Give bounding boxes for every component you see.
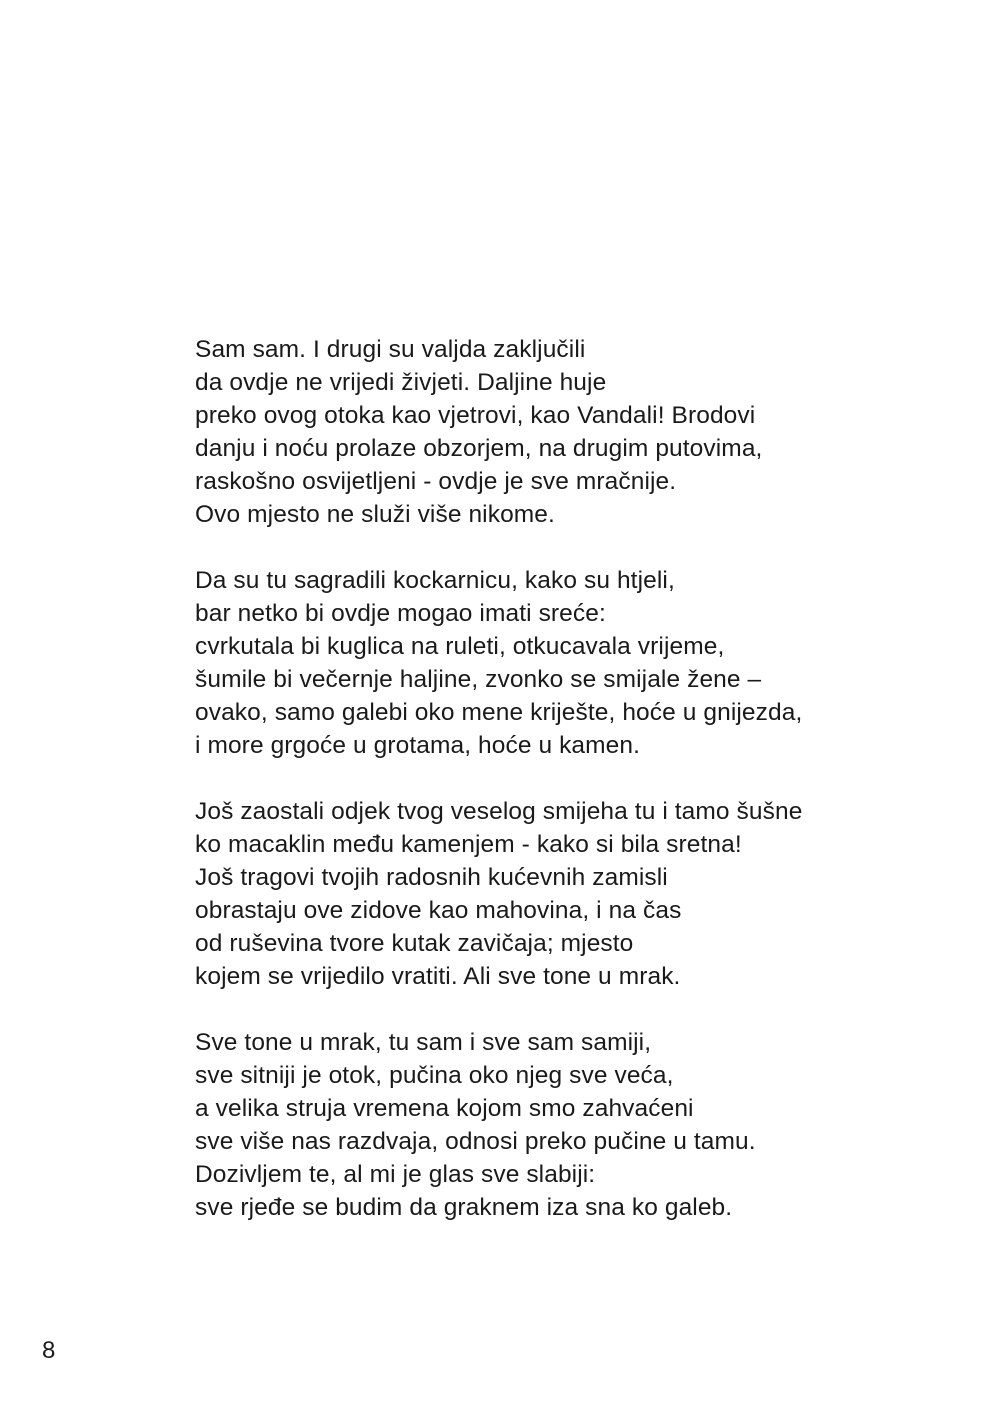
poem-line: danju i noću prolaze obzorjem, na drugim putovima, — [195, 435, 763, 462]
poem-line: Još tragovi tvojih radosnih kućevnih zamisli — [195, 864, 668, 891]
poem-line: šumile bi večernje haljine, zvonko se smijale žene – — [195, 666, 762, 693]
page-number: 8 — [42, 1337, 56, 1364]
poem-line: Dozivljem te, al mi je glas sve slabiji: — [195, 1161, 596, 1188]
poem-line: kojem se vrijedilo vratiti. Ali sve tone u mrak. — [195, 963, 681, 990]
poem-line: Da su tu sagradili kockarnicu, kako su htjeli, — [195, 567, 675, 594]
stanza-1 — [195, 333, 955, 531]
poem-line: obrastaju ove zidove kao mahovina, i na čas — [195, 897, 682, 924]
poem-line: a velika struja vremena kojom smo zahvaćeni — [195, 1095, 694, 1122]
poem-line: da ovdje ne vrijedi živjeti. Daljine huje — [195, 369, 607, 396]
poem-line: sve sitniji je otok, pučina oko njeg sve veća, — [195, 1062, 674, 1089]
poem-line: ko macaklin među kamenjem - kako si bila sretna! — [195, 831, 742, 858]
poem-line: Još zaostali odjek tvog veselog smijeha tu i tamo šušne — [195, 798, 803, 825]
stanza-3 — [195, 795, 955, 993]
poem-line: raskošno osvijetljeni - ovdje je sve mračnije. — [195, 468, 677, 495]
poem-line: sve rjeđe se budim da graknem iza sna ko galeb. — [195, 1194, 733, 1221]
poem-line: sve više nas razdvaja, odnosi preko pučine u tamu. — [195, 1128, 756, 1155]
poem-line: preko ovog otoka kao vjetrovi, kao Vandali! Brodovi — [195, 402, 756, 429]
poem-line: Sve tone u mrak, tu sam i sve sam samiji, — [195, 1029, 652, 1056]
poem-line: bar netko bi ovdje mogao imati sreće: — [195, 600, 606, 627]
poem — [195, 333, 955, 1257]
stanza-2 — [195, 564, 955, 762]
stanza-4 — [195, 1026, 955, 1224]
poem-line: i more grgoće u grotama, hoće u kamen. — [195, 732, 641, 759]
poem-line: od ruševina tvore kutak zavičaja; mjesto — [195, 930, 634, 957]
poem-line: cvrkutala bi kuglica na ruleti, otkucavala vrijeme, — [195, 633, 725, 660]
poem-line: ovako, samo galebi oko mene kriješte, hoće u gnijezda, — [195, 699, 803, 726]
poem-line: Ovo mjesto ne služi više nikome. — [195, 501, 555, 528]
poem-line: Sam sam. I drugi su valjda zaključili — [195, 336, 586, 363]
